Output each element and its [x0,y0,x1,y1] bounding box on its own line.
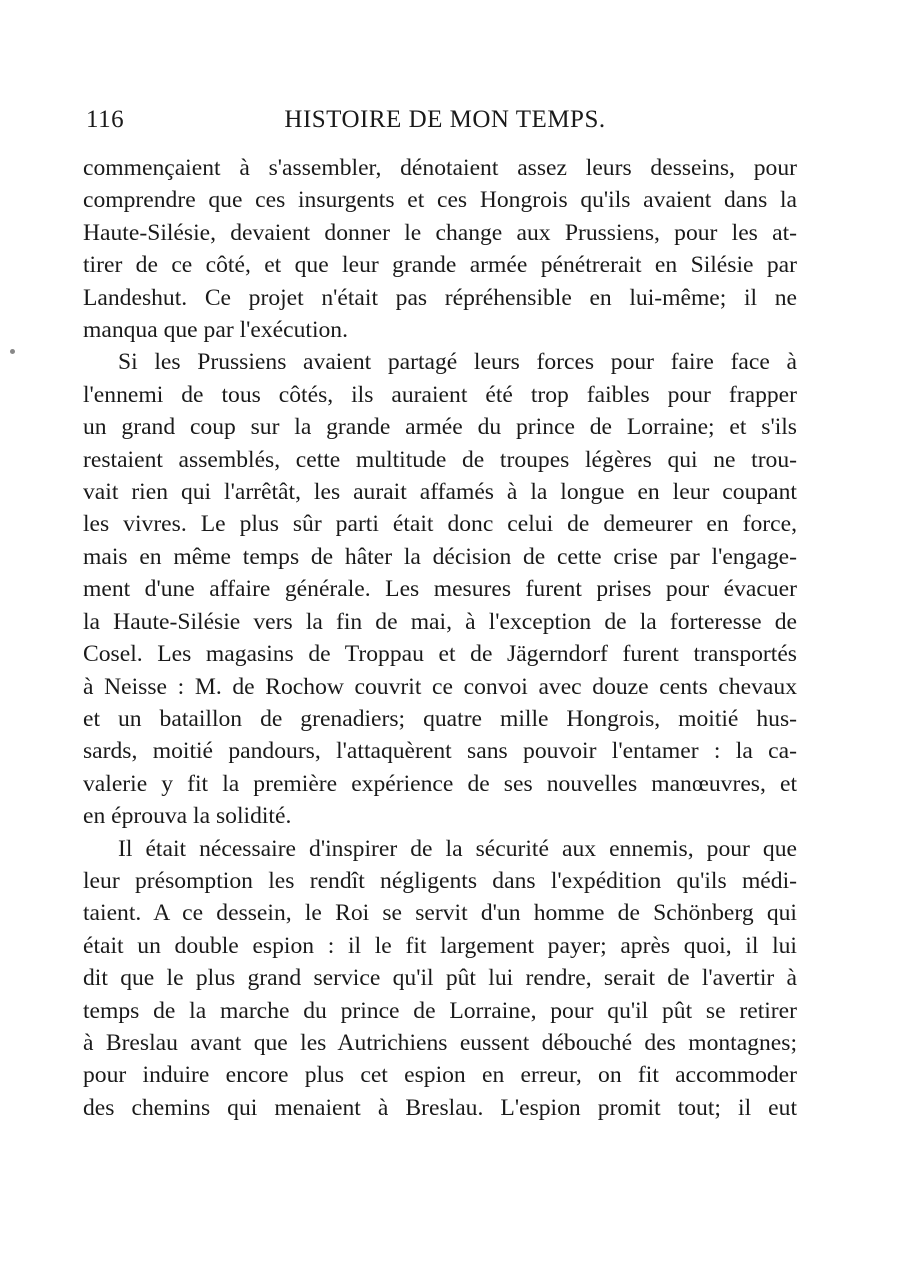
text-line: manqua que par l'exécution. [83,317,348,344]
text-line: Cosel. Les magasins de Troppau et de Jägerndorf furent transportés [83,641,797,668]
text-line: l'ennemi de tous côtés, ils auraient été trop faibles pour frapper [83,381,797,408]
text-line: les vivres. Le plus sûr parti était donc celui de demeurer en force, [83,511,797,538]
margin-mark [10,349,15,354]
text-line: commençaient à s'assembler, dénotaient assez leurs desseins, pour [83,155,797,181]
text-line: des chemins qui menaient à Breslau. L'espion promit tout; il eut [83,1094,797,1121]
paragraph [83,346,797,832]
text-line: à Neisse : M. de Rochow couvrit ce convoi avec douze cents chevaux [83,673,797,700]
paragraph [83,833,797,1125]
text-line: dit que le plus grand service qu'il pût lui rendre, serait de l'avertir à [83,965,797,992]
body-text [83,152,797,1124]
running-head [83,106,797,140]
text-line: mais en même temps de hâter la décision de cette crise par l'engage- [83,543,797,570]
text-line: la Haute-Silésie vers la fin de mai, à l'exception de la forteresse de [83,608,797,635]
text-line: tirer de ce côté, et que leur grande armée pénétrerait en Silésie par [83,252,797,279]
text-line: Si les Prussiens avaient partagé leurs forces pour faire face à [118,349,797,376]
text-line: Haute-Silésie, devaient donner le change aux Prussiens, pour les at- [83,219,797,246]
text-line: Landeshut. Ce projet n'était pas répréhensible en lui-même; il ne [83,284,797,311]
text-line: leur présomption les rendît négligents dans l'expédition qu'ils médi- [83,867,797,894]
book-page [83,106,797,1124]
text-line: sards, moitié pandours, l'attaquèrent sans pouvoir l'entamer : la ca- [83,738,797,765]
text-line: en éprouva la solidité. [83,803,292,830]
page-number: 116 [86,106,125,133]
running-title: HISTOIRE DE MON TEMPS. [284,106,606,133]
text-line: restaient assemblés, cette multitude de troupes légères qui ne trou- [83,446,797,473]
text-line: valerie y fit la première expérience de ses nouvelles manœuvres, et [83,770,797,797]
text-line: un grand coup sur la grande armée du prince de Lorraine; et s'ils [83,414,797,441]
text-line: taient. A ce dessein, le Roi se servit d'un homme de Schönberg qui [83,900,797,927]
text-line: temps de la marche du prince de Lorraine, pour qu'il pût se retirer [83,997,797,1024]
text-line: ment d'une affaire générale. Les mesures furent prises pour évacuer [83,576,797,603]
text-line: comprendre que ces insurgents et ces Hongrois qu'ils avaient dans la [83,187,797,214]
text-line: à Breslau avant que les Autrichiens eussent débouché des montagnes; [83,1029,797,1056]
text-line: pour induire encore plus cet espion en erreur, on fit accommoder [83,1062,797,1089]
text-line: était un double espion : il le fit largement payer; après quoi, il lui [83,932,797,959]
text-line: et un bataillon de grenadiers; quatre mille Hongrois, moitié hus- [83,705,797,732]
text-line: vait rien qui l'arrêtât, les aurait affamés à la longue en leur coupant [83,479,797,506]
text-line: Il était nécessaire d'inspirer de la sécurité aux ennemis, pour que [118,835,797,862]
paragraph [83,152,797,346]
